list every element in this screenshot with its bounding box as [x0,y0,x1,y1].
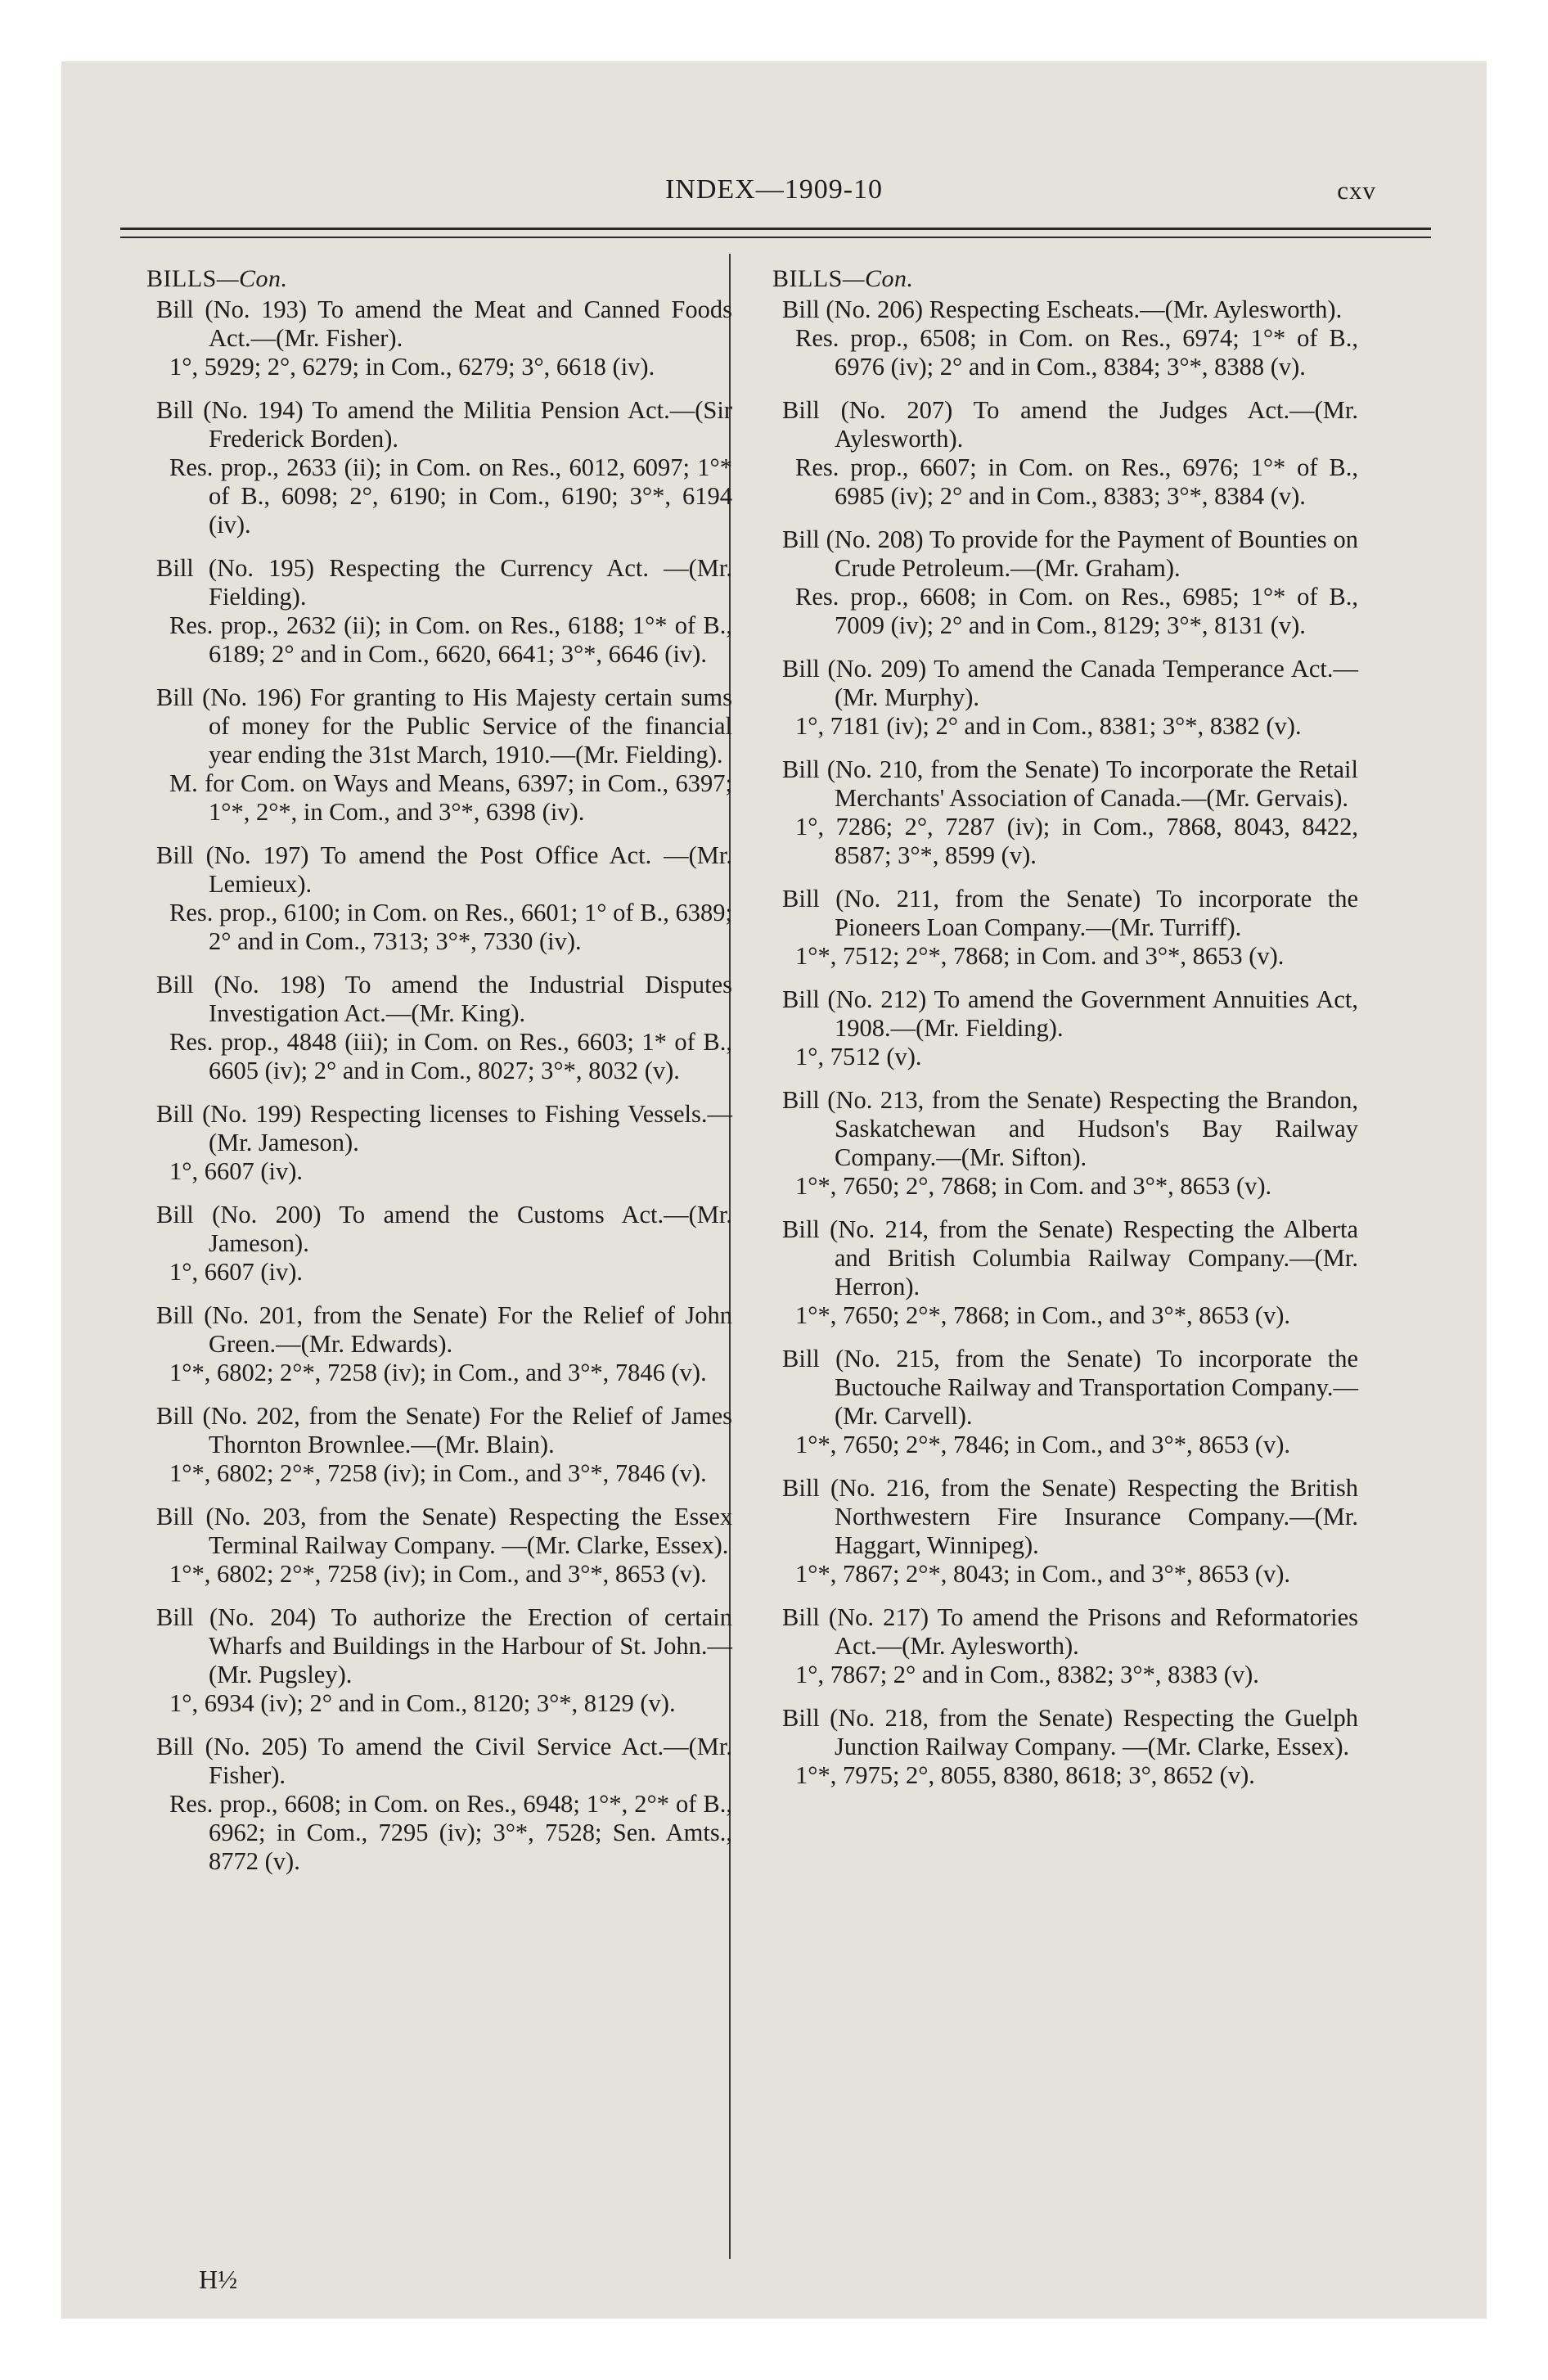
bill-title: Bill (No. 199) Respecting licenses to Fishing Vessels.—(Mr. Jameson). [156,1100,732,1156]
section-heading-text: BILLS [146,265,217,292]
bill-references: 1°*, 7650; 2°, 7868; in Com. and 3°*, 8653 (v). [795,1172,1272,1200]
bill-title: Bill (No. 214, from the Senate) Respecting the Alberta and British Columbia Railway Company.—(Mr. Herron). [782,1215,1358,1300]
bill-entry [769,396,1358,511]
entry-list [769,295,1358,1790]
right-column [769,264,1358,1805]
bill-title: Bill (No. 202, from the Senate) For the Relief of James Thornton Brownlee.—(Mr. Blain). [156,1402,732,1458]
header-rule [120,228,1431,230]
bill-references: Res. prop., 4848 (iii); in Com. on Res., 6603; 1* of B., 6605 (iv); 2° and in Com., 8027; 3°*, 8032 (v). [169,1028,732,1084]
bill-title: Bill (No. 201, from the Senate) For the Relief of John Green.—(Mr. Edwards). [156,1301,732,1358]
bill-title: Bill (No. 194) To amend the Militia Pension Act.—(Sir Frederick Borden). [156,396,732,453]
bill-references: 1°*, 6802; 2°*, 7258 (iv); in Com., and 3°*, 7846 (v). [169,1359,707,1386]
section-heading [772,264,1358,293]
bill-references: Res. prop., 6608; in Com. on Res., 6948; 1°*, 2°* of B., 6962; in Com., 7295 (iv); 3°*, 7528; Sen. Amts., 8772 (v). [169,1790,732,1875]
bill-title: Bill (No. 207) To amend the Judges Act.—(Mr. Aylesworth). [782,396,1358,453]
bill-title: Bill (No. 218, from the Senate) Respecting the Guelph Junction Railway Company. —(Mr. Clarke, Essex). [782,1704,1358,1760]
bill-entry [143,396,732,539]
bill-entry [143,971,732,1085]
bill-entry [143,1301,732,1387]
bill-title: Bill (No. 195) Respecting the Currency Act. —(Mr. Fielding). [156,554,732,611]
bill-title: Bill (No. 198) To amend the Industrial Disputes Investigation Act.—(Mr. King). [156,971,732,1027]
bill-title: Bill (No. 217) To amend the Prisons and Reformatories Act.—(Mr. Aylesworth). [782,1603,1358,1660]
bill-title: Bill (No. 211, from the Senate) To incorporate the Pioneers Loan Company.—(Mr. Turriff). [782,885,1358,941]
bill-title: Bill (No. 206) Respecting Escheats.—(Mr. Aylesworth). [782,295,1343,323]
bill-entry [769,525,1358,640]
signature-mark: H½ [199,2265,238,2294]
bill-entry [769,1215,1358,1330]
bill-title: Bill (No. 213, from the Senate) Respecting the Brandon, Saskatchewan and Hudson's Bay Railway Company.—(Mr. Sifton). [782,1086,1358,1171]
bill-references: M. for Com. on Ways and Means, 6397; in Com., 6397; 1°*, 2°*, in Com., and 3°*, 6398 (iv). [169,769,732,826]
bill-entry [143,1503,732,1589]
bill-entry [769,295,1358,381]
bill-title: Bill (No. 197) To amend the Post Office Act. —(Mr. Lemieux). [156,841,732,898]
section-heading [146,264,732,293]
section-heading-suffix: —Con. [216,265,288,292]
bill-references: 1°, 7512 (v). [795,1043,922,1071]
bill-entry [769,655,1358,741]
bill-entry [143,841,732,956]
bill-title: Bill (No. 205) To amend the Civil Service Act.—(Mr. Fisher). [156,1733,732,1789]
bill-title: Bill (No. 210, from the Senate) To incorporate the Retail Merchants' Association of Canada.—(Mr. Gervais). [782,755,1358,812]
bill-entry [143,554,732,669]
bill-entry [769,885,1358,971]
section-heading-text: BILLS [772,265,843,292]
bill-references: Res. prop., 6100; in Com. on Res., 6601; 1° of B., 6389; 2° and in Com., 7313; 3°*, 7330 (iv). [169,899,732,955]
bill-entry [769,1086,1358,1201]
bill-entry [143,1603,732,1718]
bill-references: 1°*, 7512; 2°*, 7868; in Com. and 3°*, 8653 (v). [795,942,1285,970]
bill-entry [769,755,1358,870]
bill-title: Bill (No. 196) For granting to His Majesty certain sums of money for the Public Service of the financial year ending the 31st March, 1910.—(Mr. Fielding). [156,683,732,769]
bill-title: Bill (No. 200) To amend the Customs Act.—(Mr. Jameson). [156,1201,732,1257]
bill-title: Bill (No. 215, from the Senate) To incorporate the Buctouche Railway and Transportation Company.—(Mr. Carvell). [782,1345,1358,1430]
bill-references: 1°*, 7650; 2°*, 7868; in Com., and 3°*, 8653 (v). [795,1301,1291,1329]
left-column [143,264,732,1891]
bill-references: 1°*, 7867; 2°*, 8043; in Com., and 3°*, 8653 (v). [795,1560,1291,1588]
bill-references: Res. prop., 2632 (ii); in Com. on Res., 6188; 1°* of B., 6189; 2° and in Com., 6620, 6641; 3°*, 6646 (iv). [169,611,732,668]
bill-title: Bill (No. 208) To provide for the Payment of Bounties on Crude Petroleum.—(Mr. Graham). [782,525,1358,582]
bill-entry [143,295,732,381]
page-number: cxv [1337,176,1376,205]
section-heading-suffix: —Con. [842,265,914,292]
bill-references: 1°*, 7650; 2°*, 7846; in Com., and 3°*, 8653 (v). [795,1431,1291,1458]
entry-list [143,295,732,1876]
bill-references: Res. prop., 6508; in Com. on Res., 6974; 1°* of B., 6976 (iv); 2° and in Com., 8384; 3°*, 8388 (v). [795,324,1358,381]
bill-entry [769,1603,1358,1689]
bill-entry [769,1474,1358,1589]
bill-entry [143,1402,732,1488]
header-rule-thin [120,237,1431,238]
bill-references: 1°*, 6802; 2°*, 7258 (iv); in Com., and 3°*, 7846 (v). [169,1459,707,1487]
bill-title: Bill (No. 204) To authorize the Erection of certain Wharfs and Buildings in the Harbour of St. John.—(Mr. Pugsley). [156,1603,732,1688]
bill-references: 1°, 6934 (iv); 2° and in Com., 8120; 3°*, 8129 (v). [169,1689,676,1717]
bill-references: Res. prop., 6608; in Com. on Res., 6985; 1°* of B., 7009 (iv); 2° and in Com., 8129; 3°*, 8131 (v). [795,583,1358,639]
bill-title: Bill (No. 209) To amend the Canada Temperance Act.—(Mr. Murphy). [782,655,1358,711]
bill-entry [769,1704,1358,1790]
bill-entry [143,683,732,827]
bill-references: 1°, 7181 (iv); 2° and in Com., 8381; 3°*, 8382 (v). [795,712,1302,740]
bill-references: 1°, 5929; 2°, 6279; in Com., 6279; 3°, 6618 (iv). [169,353,655,381]
bill-references: 1°, 6607 (iv). [169,1258,303,1286]
bill-references: 1°*, 6802; 2°*, 7258 (iv); in Com., and 3°*, 8653 (v). [169,1560,707,1588]
bill-references: 1°, 7867; 2° and in Com., 8382; 3°*, 8383 (v). [795,1661,1259,1688]
bill-title: Bill (No. 216, from the Senate) Respecting the British Northwestern Fire Insurance Company.—(Mr. Haggart, Winnipeg). [782,1474,1358,1559]
bill-references: 1°*, 7975; 2°, 8055, 8380, 8618; 3°, 8652 (v). [795,1761,1255,1789]
page-title: INDEX—1909-10 [664,174,884,205]
bill-title: Bill (No. 203, from the Senate) Respecting the Essex Terminal Railway Company. —(Mr. Clarke, Essex). [156,1503,732,1559]
bill-references: Res. prop., 2633 (ii); in Com. on Res., 6012, 6097; 1°* of B., 6098; 2°, 6190; in Com., 6190; 3°*, 6194 (iv). [169,453,732,539]
bill-title: Bill (No. 212) To amend the Government Annuities Act, 1908.—(Mr. Fielding). [782,985,1358,1042]
bill-entry [769,1345,1358,1459]
bill-references: 1°, 6607 (iv). [169,1157,303,1185]
bill-entry [143,1733,732,1876]
bill-entry [143,1100,732,1186]
bill-title: Bill (No. 193) To amend the Meat and Canned Foods Act.—(Mr. Fisher). [156,295,732,352]
bill-references: Res. prop., 6607; in Com. on Res., 6976; 1°* of B., 6985 (iv); 2° and in Com., 8383; 3°*, 8384 (v). [795,453,1358,510]
bill-entry [143,1201,732,1287]
scanned-page [61,61,1487,2319]
bill-references: 1°, 7286; 2°, 7287 (iv); in Com., 7868, 8043, 8422, 8587; 3°*, 8599 (v). [795,813,1358,869]
bill-entry [769,985,1358,1071]
